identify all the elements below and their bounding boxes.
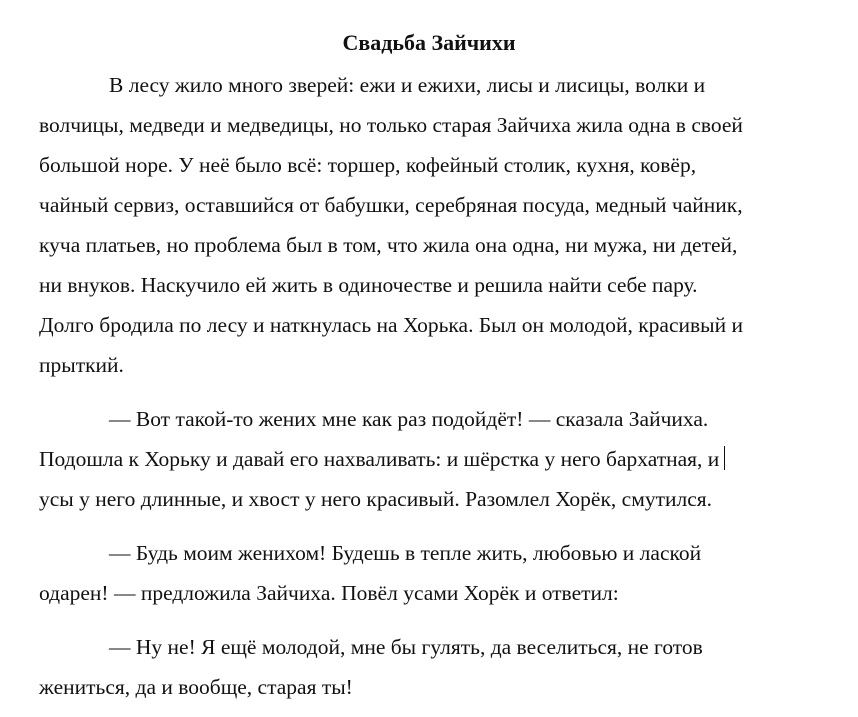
text-line: волчицы, медведи и медведицы, но только старая Зайчиха жила одна в своей <box>39 113 743 137</box>
text-line-content: Подошла к Хорьку и давай его нахваливать: и шёрстка у него бархатная, и <box>39 447 720 471</box>
paragraph-2 <box>39 399 819 519</box>
document-title: Свадьба Зайчихи <box>342 30 516 55</box>
document-page <box>39 28 819 707</box>
text-line: куча платьев, но проблема был в том, что жила она одна, ни мужа, ни детей, <box>39 233 738 257</box>
paragraph-3 <box>39 533 819 613</box>
text-line: одарен! — предложила Зайчиха. Повёл усами Хорёк и ответил: <box>39 581 619 605</box>
text-line: усы у него длинные, и хвост у него красивый. Разомлел Хорёк, смутился. <box>39 487 713 511</box>
text-line-with-cursor[interactable] <box>39 439 819 479</box>
text-line: жениться, да и вообще, старая ты! <box>39 675 353 699</box>
text-line: ни внуков. Наскучило ей жить в одиночестве и решила найти себе пару. <box>39 273 698 297</box>
text-line: — Будь моим женихом! Будешь в тепле жить, любовью и лаской <box>109 541 702 565</box>
text-line: большой норе. У неё было всё: торшер, кофейный столик, кухня, ковёр, <box>39 153 697 177</box>
text-line: — Вот такой-то жених мне как раз подойдёт! — сказала Зайчиха. <box>109 407 709 431</box>
text-line: В лесу жило много зверей: ежи и ежихи, лисы и лисицы, волки и <box>109 73 706 97</box>
text-line: прыткий. <box>39 353 124 377</box>
text-line: — Ну не! Я ещё молодой, мне бы гулять, да веселиться, не готов <box>109 635 703 659</box>
paragraph-1 <box>39 65 819 385</box>
text-line: Долго бродила по лесу и наткнулась на Хорька. Был он молодой, красивый и <box>39 313 744 337</box>
text-line: чайный сервиз, оставшийся от бабушки, серебряная посуда, медный чайник, <box>39 193 743 217</box>
text-cursor <box>724 446 725 470</box>
paragraph-4 <box>39 627 819 707</box>
